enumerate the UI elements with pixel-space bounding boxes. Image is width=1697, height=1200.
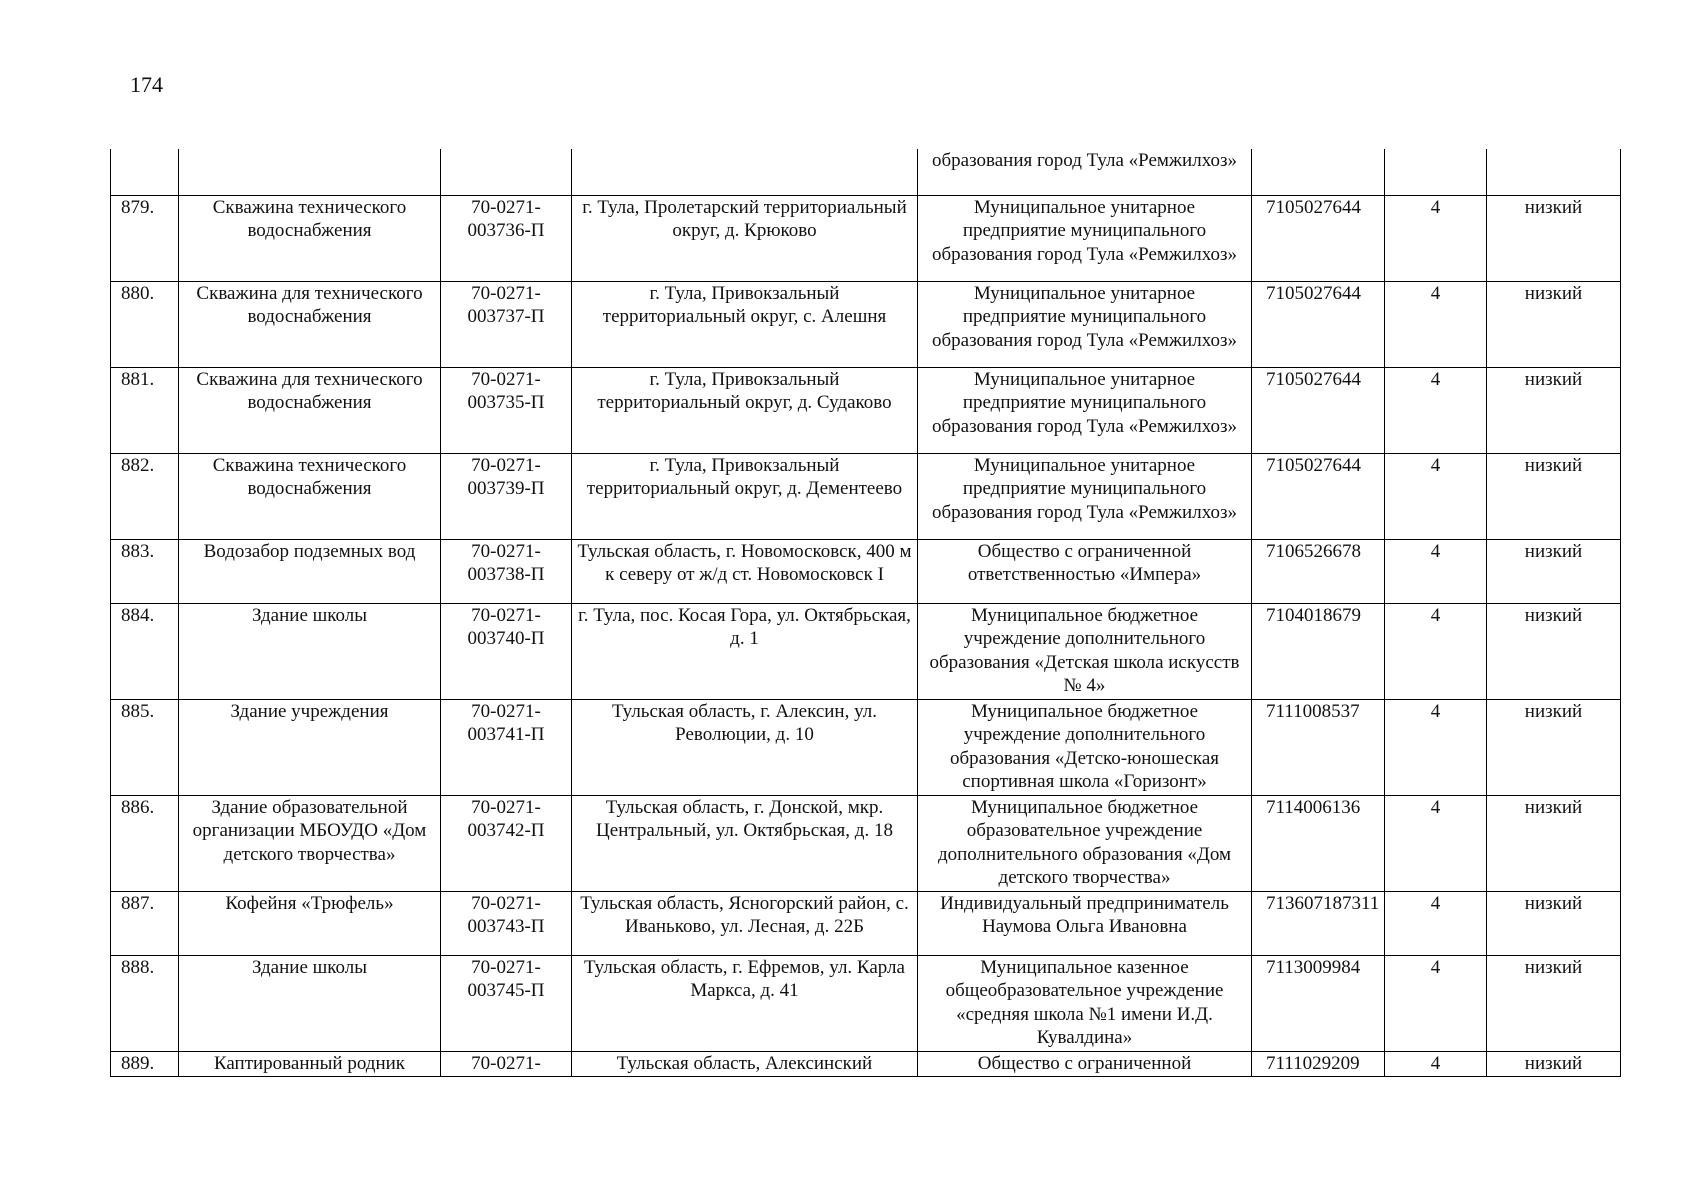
cell-number: 884.: [111, 603, 179, 699]
cell-category: 4: [1385, 195, 1487, 281]
cell-inn: 7106526678: [1252, 539, 1385, 603]
cell-risk-level: низкий: [1487, 195, 1621, 281]
cell-number: 879.: [111, 195, 179, 281]
cell-number: [111, 149, 179, 195]
cell-inn: 7105027644: [1252, 453, 1385, 539]
cell-category: 4: [1385, 603, 1487, 699]
cell-inn: 7105027644: [1252, 281, 1385, 367]
cell-inn: [1252, 149, 1385, 195]
cell-object-name: Скважина для технического водоснабжения: [179, 367, 441, 453]
cell-object-code: 70-0271-003740-П: [441, 603, 572, 699]
cell-address: Тульская область, г. Донской, мкр. Центральный, ул. Октябрьская, д. 18: [572, 795, 918, 891]
cell-object-name: Кофейня «Трюфель»: [179, 891, 441, 955]
cell-object-code: 70-0271-003737-П: [441, 281, 572, 367]
table-row: [111, 699, 1621, 795]
cell-organization: образования город Тула «Ремжилхоз»: [918, 149, 1252, 195]
cell-number: 885.: [111, 699, 179, 795]
cell-address: Тульская область, г. Алексин, ул. Революции, д. 10: [572, 699, 918, 795]
cell-object-code: 70-0271-003738-П: [441, 539, 572, 603]
cell-object-code: 70-0271-003741-П: [441, 699, 572, 795]
registry-table: [110, 149, 1621, 1077]
cell-inn: 7105027644: [1252, 367, 1385, 453]
cell-object-name: Скважина технического водоснабжения: [179, 195, 441, 281]
cell-inn: 7114006136: [1252, 795, 1385, 891]
cell-risk-level: [1487, 149, 1621, 195]
cell-organization: Общество с ограниченной ответственностью «Импера»: [918, 539, 1252, 603]
cell-organization: Муниципальное унитарное предприятие муниципального образования город Тула «Ремжилхоз»: [918, 281, 1252, 367]
cell-organization: Муниципальное бюджетное учреждение дополнительного образования «Детско-юношеская спортивная школа «Горизонт»: [918, 699, 1252, 795]
cell-inn: 7113009984: [1252, 955, 1385, 1051]
cell-object-name: Здание образовательной организации МБОУДО «Дом детского творчества»: [179, 795, 441, 891]
cell-object-name: Здание школы: [179, 955, 441, 1051]
cell-organization: Муниципальное унитарное предприятие муниципального образования город Тула «Ремжилхоз»: [918, 367, 1252, 453]
cell-object-name: Каптированный родник: [179, 1051, 441, 1077]
cell-risk-level: низкий: [1487, 891, 1621, 955]
cell-object-name: [179, 149, 441, 195]
table-row: [111, 149, 1621, 195]
cell-category: 4: [1385, 367, 1487, 453]
cell-organization: Индивидуальный предприниматель Наумова Ольга Ивановна: [918, 891, 1252, 955]
cell-category: 4: [1385, 281, 1487, 367]
cell-object-code: 70-0271-003742-П: [441, 795, 572, 891]
cell-organization: Муниципальное бюджетное учреждение дополнительного образования «Детская школа искусств № 4»: [918, 603, 1252, 699]
cell-address: Тульская область, г. Новомосковск, 400 м к северу от ж/д ст. Новомосковск I: [572, 539, 918, 603]
cell-category: [1385, 149, 1487, 195]
cell-category: 4: [1385, 1051, 1487, 1077]
cell-number: 882.: [111, 453, 179, 539]
cell-address: г. Тула, пос. Косая Гора, ул. Октябрьская, д. 1: [572, 603, 918, 699]
cell-category: 4: [1385, 453, 1487, 539]
table-row: [111, 281, 1621, 367]
cell-risk-level: низкий: [1487, 281, 1621, 367]
cell-object-code: 70-0271-: [441, 1051, 572, 1077]
table-row: [111, 539, 1621, 603]
cell-category: 4: [1385, 795, 1487, 891]
cell-object-name: Скважина технического водоснабжения: [179, 453, 441, 539]
cell-address: Тульская область, г. Ефремов, ул. Карла Маркса, д. 41: [572, 955, 918, 1051]
cell-address: [572, 149, 918, 195]
cell-risk-level: низкий: [1487, 539, 1621, 603]
cell-object-code: 70-0271-003739-П: [441, 453, 572, 539]
cell-category: 4: [1385, 539, 1487, 603]
cell-organization: Муниципальное казенное общеобразовательное учреждение «средняя школа №1 имени И.Д. Кувалдина»: [918, 955, 1252, 1051]
cell-inn: 7105027644: [1252, 195, 1385, 281]
cell-organization: Муниципальное бюджетное образовательное учреждение дополнительного образования «Дом детского творчества»: [918, 795, 1252, 891]
cell-number: 888.: [111, 955, 179, 1051]
cell-risk-level: низкий: [1487, 955, 1621, 1051]
table-row: [111, 795, 1621, 891]
cell-object-name: Здание школы: [179, 603, 441, 699]
cell-object-name: Водозабор подземных вод: [179, 539, 441, 603]
cell-number: 883.: [111, 539, 179, 603]
table-row: [111, 453, 1621, 539]
cell-risk-level: низкий: [1487, 453, 1621, 539]
cell-inn: 7111029209: [1252, 1051, 1385, 1077]
cell-category: 4: [1385, 699, 1487, 795]
cell-object-code: 70-0271-003743-П: [441, 891, 572, 955]
table-row: [111, 603, 1621, 699]
cell-inn: 7104018679: [1252, 603, 1385, 699]
cell-organization: Муниципальное унитарное предприятие муниципального образования город Тула «Ремжилхоз»: [918, 453, 1252, 539]
cell-address: г. Тула, Привокзальный территориальный округ, с. Алешня: [572, 281, 918, 367]
cell-risk-level: низкий: [1487, 367, 1621, 453]
cell-category: 4: [1385, 891, 1487, 955]
table-row: [111, 1051, 1621, 1077]
cell-risk-level: низкий: [1487, 795, 1621, 891]
cell-category: 4: [1385, 955, 1487, 1051]
cell-risk-level: низкий: [1487, 1051, 1621, 1077]
cell-number: 887.: [111, 891, 179, 955]
cell-address: Тульская область, Алексинский: [572, 1051, 918, 1077]
cell-number: 880.: [111, 281, 179, 367]
cell-number: 886.: [111, 795, 179, 891]
cell-address: г. Тула, Пролетарский территориальный округ, д. Крюково: [572, 195, 918, 281]
cell-address: г. Тула, Привокзальный территориальный округ, д. Судаково: [572, 367, 918, 453]
cell-object-code: 70-0271-003745-П: [441, 955, 572, 1051]
cell-object-name: Здание учреждения: [179, 699, 441, 795]
cell-organization: Общество с ограниченной: [918, 1051, 1252, 1077]
cell-risk-level: низкий: [1487, 603, 1621, 699]
cell-address: г. Тула, Привокзальный территориальный округ, д. Дементеево: [572, 453, 918, 539]
cell-number: 881.: [111, 367, 179, 453]
table-row: [111, 367, 1621, 453]
cell-inn: 7111008537: [1252, 699, 1385, 795]
cell-object-name: Скважина для технического водоснабжения: [179, 281, 441, 367]
page-number: 174: [130, 72, 163, 97]
cell-risk-level: низкий: [1487, 699, 1621, 795]
cell-address: Тульская область, Ясногорский район, с. Иваньково, ул. Лесная, д. 22Б: [572, 891, 918, 955]
cell-object-code: 70-0271-003736-П: [441, 195, 572, 281]
table-row: [111, 891, 1621, 955]
cell-object-code: 70-0271-003735-П: [441, 367, 572, 453]
cell-object-code: [441, 149, 572, 195]
cell-number: 889.: [111, 1051, 179, 1077]
cell-inn: 713607187311: [1252, 891, 1385, 955]
table-row: [111, 955, 1621, 1051]
cell-organization: Муниципальное унитарное предприятие муниципального образования город Тула «Ремжилхоз»: [918, 195, 1252, 281]
table-row: [111, 195, 1621, 281]
